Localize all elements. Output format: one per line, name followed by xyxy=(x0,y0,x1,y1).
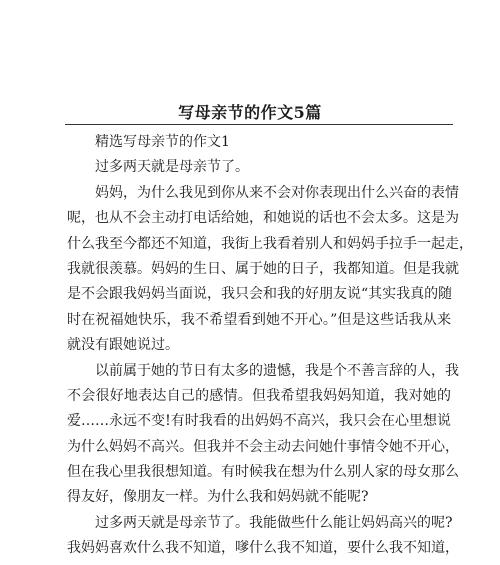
text-line: 是不会跟我妈妈当面说，我只会和我的好朋友说“其实我真的随 xyxy=(67,286,453,303)
text-line: 过多两天就是母亲节了。 xyxy=(95,159,249,176)
essay-body xyxy=(67,130,473,562)
text-line: 以前属于她的节日有太多的遗憾，我是个不善言辞的人，我 xyxy=(95,362,459,379)
text-line: 就没有跟她说过。 xyxy=(67,337,179,354)
text-line: 我就很羡慕。妈妈的生日、属于她的日子，我都知道。但是我就 xyxy=(67,260,459,277)
text-line: 得友好，像朋友一样。为什么我和妈妈就不能呢? xyxy=(67,489,369,506)
text-line: 不会很好地表达自己的感情。但我希望我妈妈知道，我对她的 xyxy=(67,387,451,404)
text-line: 妈妈，为什么我见到你从来不会对你表现出什么兴奋的表情 xyxy=(95,184,459,201)
text-line: 时在祝福她快乐，我不希望看到她不开心。”但是这些话我从来 xyxy=(67,311,451,328)
text-line: 呢，也从不会主动打电话给她，和她说的话也不会太多。这是为 xyxy=(67,210,459,227)
title-divider xyxy=(65,124,453,125)
text-line: 什么我至今都还不知道，我街上我看着别人和妈妈手拉手一起走， xyxy=(67,235,473,252)
text-line: 为什么妈妈不高兴。但我并不会主动去问她什事情令她不开心， xyxy=(67,438,459,455)
text-line: 我妈妈喜欢什么我不知道，嗲什么我不知道，要什么我不知道， xyxy=(67,540,459,557)
text-line: 精选写母亲节的作文1 xyxy=(95,134,230,150)
text-line: 过多两天就是母亲节了。我能做些什么能让妈妈高兴的呢? xyxy=(95,514,453,531)
text-line: 但在我心里我很想知道。有时候我在想为什么别人家的母女那么 xyxy=(67,464,459,481)
document-title: 写母亲节的作文5篇 xyxy=(178,103,322,122)
text-line: 爱……永远不变!有时我看的出妈妈不高兴，我只会在心里想说 xyxy=(67,413,451,430)
